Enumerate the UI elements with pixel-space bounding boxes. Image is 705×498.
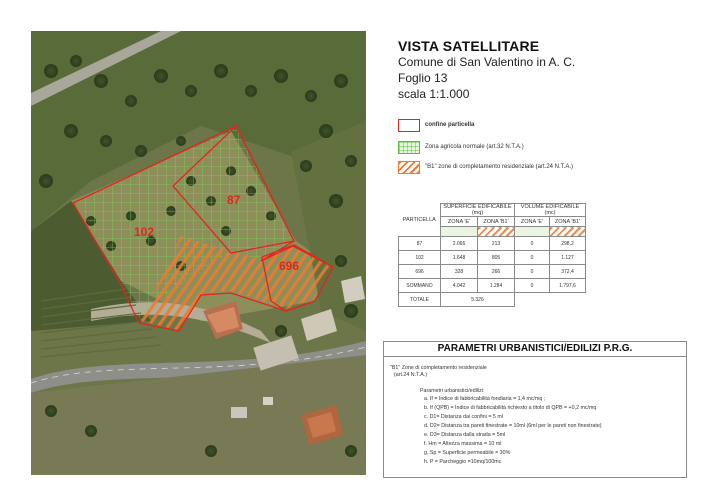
cell-sup-b1: 805 xyxy=(478,251,515,265)
params-intro: Parametri urbanistici/edilizi: xyxy=(420,388,485,394)
legend-label-border: confine particella xyxy=(425,122,475,128)
parcel-table xyxy=(398,203,586,307)
cell-vol-e: 0 xyxy=(515,279,550,293)
table-row xyxy=(399,237,586,251)
volume-label: VOLUME EDIFICABILE xyxy=(520,204,580,210)
parcel-label-87: 87 xyxy=(227,193,241,207)
volume-unit: (mc) xyxy=(544,210,556,216)
header-particella: PARTICELLA xyxy=(399,204,441,237)
comune-label: Comune di San Valentino in A. C. xyxy=(398,55,576,69)
legend-label-zone-e: Zona agricola normale (art.32 N.T.A.) xyxy=(425,144,524,150)
cell-sup-b1: 1.284 xyxy=(478,279,515,293)
cell-sup-b1: 213 xyxy=(478,237,515,251)
params-zone-line1: "B1" Zone di completamento residenziale xyxy=(390,365,487,371)
superficie-label: SUPERFICIE EDIFICABILE xyxy=(443,204,512,210)
cell-sup-e: 4.042 xyxy=(441,279,478,293)
params-item: h. P = Parcheggio =10mq/100mc xyxy=(424,459,502,465)
cell-particella: 696 xyxy=(399,265,441,279)
cell-vol-b1: 1.797,6 xyxy=(550,279,586,293)
cell-sup-e: 2.066 xyxy=(441,237,478,251)
cell-vol-e: 0 xyxy=(515,237,550,251)
table-row xyxy=(399,251,586,265)
satellite-image xyxy=(31,31,366,475)
params-zone-line2: (art.24 N.T.A.) xyxy=(394,372,427,378)
legend-swatch-zone-b1 xyxy=(398,161,420,174)
header-zona-b1-vol: ZONA 'B1' xyxy=(550,217,586,227)
header-superficie xyxy=(441,204,515,217)
swatch-zone-b1-sup xyxy=(478,227,515,237)
params-item: d. D2= Distanza tra pareti finestrate = 10ml (6ml per le pareti non finestrate) xyxy=(424,423,602,429)
legend-swatch-zone-e xyxy=(398,141,420,154)
cell-totale-label: TOTALE xyxy=(399,293,441,307)
cell-sup-e: 328 xyxy=(441,265,478,279)
superficie-unit: (mq) xyxy=(471,210,484,216)
cell-vol-b1: 298,2 xyxy=(550,237,586,251)
cell-particella: 102 xyxy=(399,251,441,265)
parcel-label-102: 102 xyxy=(134,225,155,239)
params-panel xyxy=(383,341,687,478)
table-row xyxy=(399,265,586,279)
table-row xyxy=(399,279,586,293)
empty-cell xyxy=(515,293,550,307)
swatch-zone-b1-vol xyxy=(550,227,586,237)
cell-totale-value: 5.326 xyxy=(441,293,515,307)
cell-vol-e: 0 xyxy=(515,265,550,279)
cell-vol-b1: 1.127 xyxy=(550,251,586,265)
foglio-label: Foglio 13 xyxy=(398,71,448,85)
cell-particella: 87 xyxy=(399,237,441,251)
header-zona-e-sup: ZONA 'E' xyxy=(441,217,478,227)
params-item: e. D3= Distanza dalla strada = 5ml xyxy=(424,432,506,438)
cell-vol-e: 0 xyxy=(515,251,550,265)
cell-vol-b1: 372,4 xyxy=(550,265,586,279)
parcel-label-696: 696 xyxy=(279,259,300,273)
cell-particella: SOMMANO xyxy=(399,279,441,293)
legend-swatch-border xyxy=(398,119,420,132)
satellite-map xyxy=(31,31,366,475)
header-zona-b1-sup: ZONA 'B1' xyxy=(478,217,515,227)
params-title: PARAMETRI URBANISTICI/EDILIZI P.R.G. xyxy=(384,342,686,357)
header-volume xyxy=(515,204,586,217)
scale-label: scala 1:1.000 xyxy=(398,87,470,101)
legend-label-zone-b1: "B1" zone di completamento residenziale (art.24 N.T.A.) xyxy=(425,164,573,170)
cell-sup-e: 1.648 xyxy=(441,251,478,265)
header-zona-e-vol: ZONA 'E' xyxy=(515,217,550,227)
params-item: b. If (QPB) = Indice di fabbricabilità richiesto a titolo di QPB = +0,2 mc/mq xyxy=(424,405,597,411)
params-item: c. D1= Distanza dai confini = 5 ml xyxy=(424,414,503,420)
params-item: a. If = Indice di fabbricabilità fondiaria = 1,4 mc/mq ; xyxy=(424,396,546,402)
cell-sup-b1: 266 xyxy=(478,265,515,279)
params-item: f. Hm = Altezza massima = 10 ml xyxy=(424,441,502,447)
swatch-zone-e-vol xyxy=(515,227,550,237)
empty-cell xyxy=(550,293,586,307)
swatch-zone-e-sup xyxy=(441,227,478,237)
params-item: g. Sp = Superficie permeabile = 30% xyxy=(424,450,511,456)
table-row-totale xyxy=(399,293,586,307)
page-title: VISTA SATELLITARE xyxy=(398,38,540,54)
